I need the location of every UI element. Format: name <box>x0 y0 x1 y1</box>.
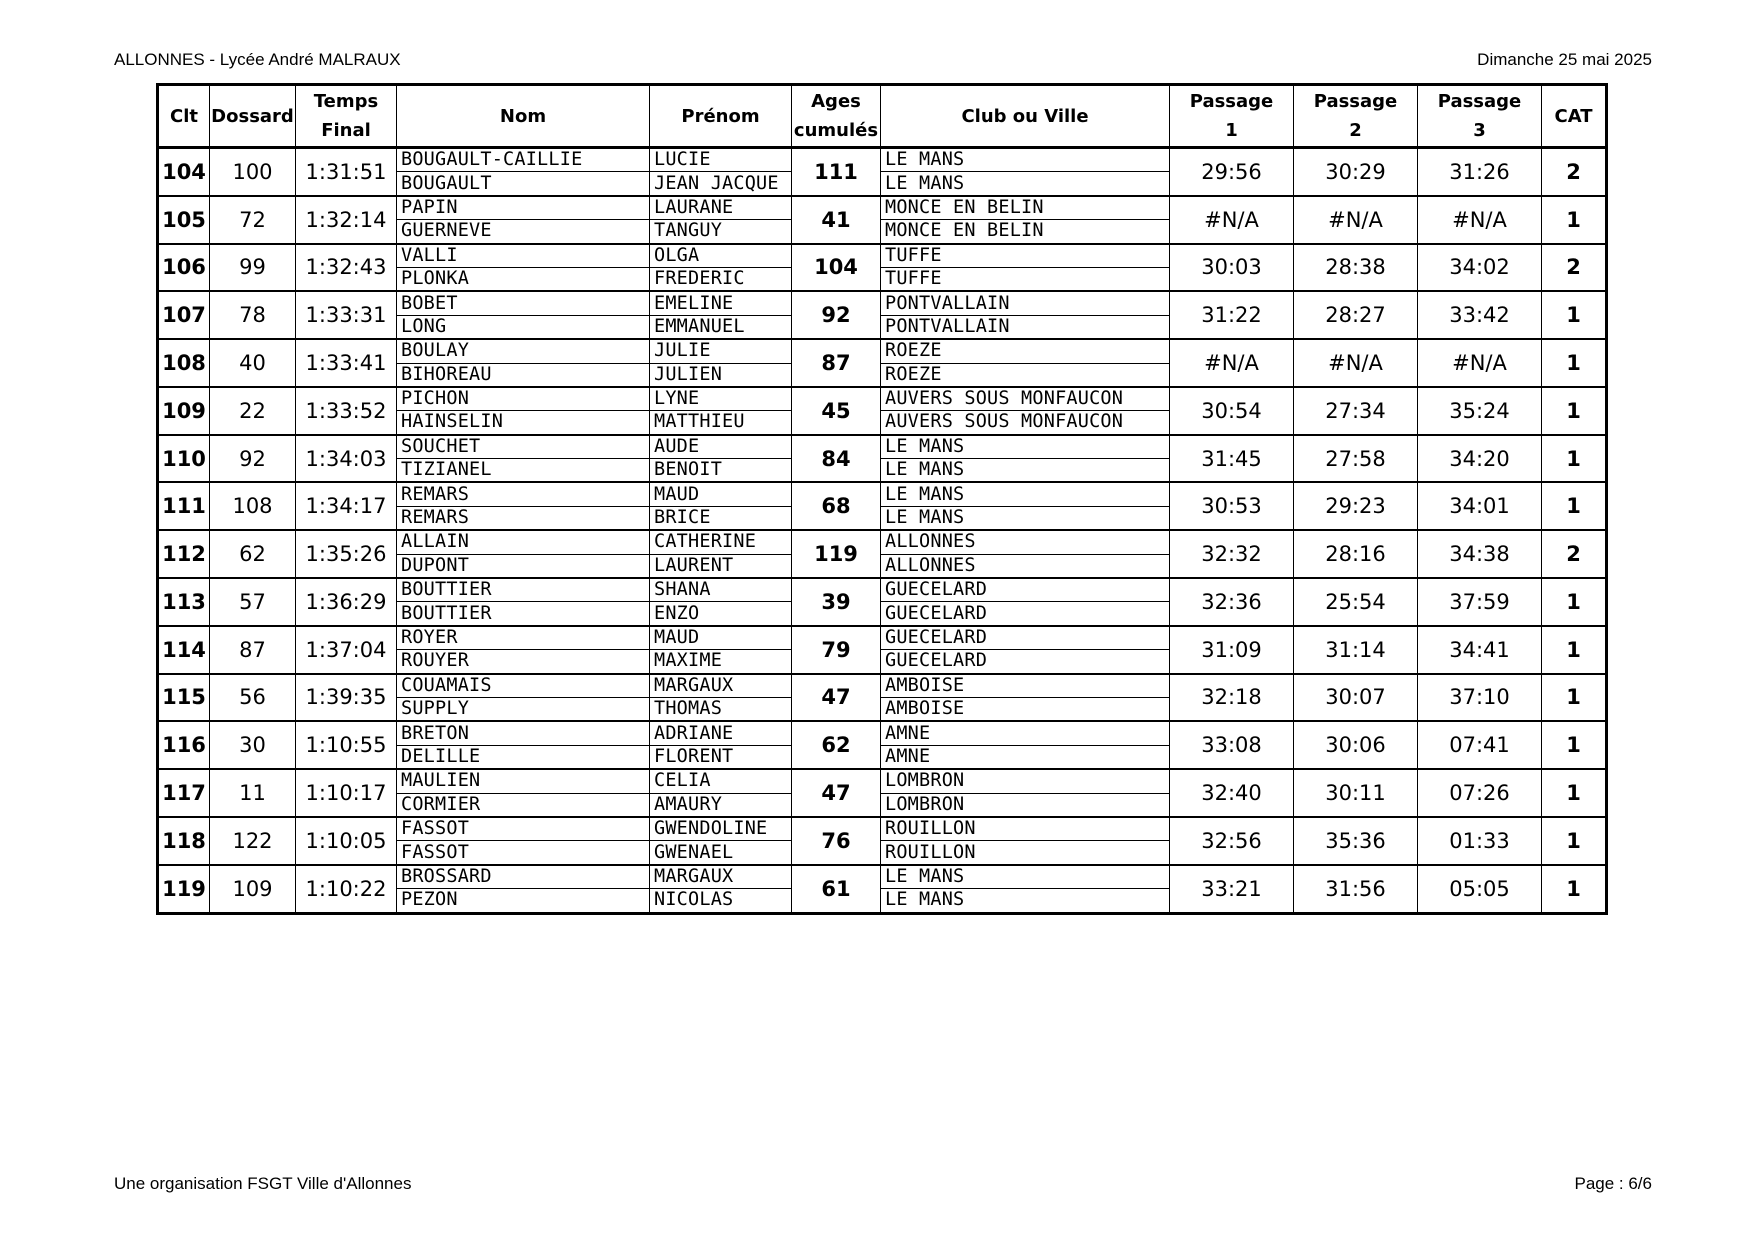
cell-clt: 114 <box>158 626 210 674</box>
cell-passage-3: 31:26 <box>1418 148 1542 196</box>
table-row <box>158 578 1607 602</box>
cell-prenom: LYNE <box>650 387 792 411</box>
cell-nom: REMARS <box>397 482 650 506</box>
cell-ages: 47 <box>792 769 881 817</box>
cell-ages: 87 <box>792 339 881 387</box>
footer-page-number: Page : 6/6 <box>1574 1174 1652 1193</box>
cell-prenom: TANGUY <box>650 220 792 244</box>
cell-nom: VALLI <box>397 244 650 268</box>
cell-passage-3: 01:33 <box>1418 817 1542 865</box>
cell-prenom: LUCIE <box>650 148 792 172</box>
cell-passage-1: 31:22 <box>1170 291 1294 339</box>
cell-prenom: NICOLAS <box>650 889 792 913</box>
cell-club: AMNE <box>881 745 1170 769</box>
cell-ages: 79 <box>792 626 881 674</box>
cell-prenom: JULIEN <box>650 363 792 387</box>
col-header-passage-3: Passage 3 <box>1418 85 1542 148</box>
cell-temps: 1:37:04 <box>296 626 397 674</box>
cell-temps: 1:32:43 <box>296 244 397 292</box>
table-row <box>158 626 1607 650</box>
cell-temps: 1:33:52 <box>296 387 397 435</box>
cell-cat: 1 <box>1542 339 1607 387</box>
cell-club: AUVERS SOUS MONFAUCON <box>881 411 1170 435</box>
col-header-passage-1: Passage 1 <box>1170 85 1294 148</box>
cell-dossard: 100 <box>210 148 296 196</box>
cell-ages: 45 <box>792 387 881 435</box>
cell-temps: 1:33:41 <box>296 339 397 387</box>
cell-temps: 1:35:26 <box>296 530 397 578</box>
cell-temps: 1:33:31 <box>296 291 397 339</box>
cell-prenom: FLORENT <box>650 745 792 769</box>
cell-club: GUECELARD <box>881 602 1170 626</box>
cell-prenom: MAUD <box>650 626 792 650</box>
cell-cat: 1 <box>1542 387 1607 435</box>
cell-ages: 47 <box>792 674 881 722</box>
cell-club: ROEZE <box>881 339 1170 363</box>
header-venue: ALLONNES - Lycée André MALRAUX <box>114 50 401 69</box>
cell-passage-3: 34:41 <box>1418 626 1542 674</box>
cell-club: ROEZE <box>881 363 1170 387</box>
cell-cat: 2 <box>1542 530 1607 578</box>
table-row <box>158 387 1607 411</box>
cell-club: GUECELARD <box>881 650 1170 674</box>
col-header-passage-2: Passage 2 <box>1294 85 1418 148</box>
cell-dossard: 99 <box>210 244 296 292</box>
cell-clt: 108 <box>158 339 210 387</box>
col-header-nom: Nom <box>397 85 650 148</box>
cell-passage-3: 37:59 <box>1418 578 1542 626</box>
cell-nom: ALLAIN <box>397 530 650 554</box>
cell-cat: 1 <box>1542 196 1607 244</box>
cell-passage-2: 25:54 <box>1294 578 1418 626</box>
cell-passage-2: 30:11 <box>1294 769 1418 817</box>
cell-club: TUFFE <box>881 267 1170 291</box>
cell-passage-1: 32:18 <box>1170 674 1294 722</box>
cell-clt: 109 <box>158 387 210 435</box>
cell-passage-1: 30:53 <box>1170 482 1294 530</box>
cell-temps: 1:39:35 <box>296 674 397 722</box>
cell-prenom: GWENDOLINE <box>650 817 792 841</box>
cell-passage-2: 31:56 <box>1294 865 1418 913</box>
cell-ages: 68 <box>792 482 881 530</box>
cell-nom: LONG <box>397 315 650 339</box>
cell-nom: SOUCHET <box>397 435 650 459</box>
table-row <box>158 435 1607 459</box>
cell-passage-3: 07:26 <box>1418 769 1542 817</box>
cell-nom: DUPONT <box>397 554 650 578</box>
table-row <box>158 148 1607 172</box>
col-header-ages: Ages cumulés <box>792 85 881 148</box>
col-header-dossard: Dossard <box>210 85 296 148</box>
cell-cat: 1 <box>1542 769 1607 817</box>
cell-nom: FASSOT <box>397 841 650 865</box>
cell-passage-2: 28:38 <box>1294 244 1418 292</box>
cell-nom: BOUTTIER <box>397 578 650 602</box>
cell-ages: 61 <box>792 865 881 913</box>
cell-passage-1: 31:09 <box>1170 626 1294 674</box>
cell-passage-3: 34:38 <box>1418 530 1542 578</box>
cell-clt: 106 <box>158 244 210 292</box>
cell-nom: HAINSELIN <box>397 411 650 435</box>
cell-dossard: 109 <box>210 865 296 913</box>
cell-temps: 1:10:22 <box>296 865 397 913</box>
cell-prenom: MAUD <box>650 482 792 506</box>
table-row <box>158 196 1607 220</box>
cell-club: LE MANS <box>881 172 1170 196</box>
cell-nom: PLONKA <box>397 267 650 291</box>
table-row <box>158 339 1607 363</box>
cell-club: LE MANS <box>881 148 1170 172</box>
cell-passage-3: 34:20 <box>1418 435 1542 483</box>
table-row <box>158 244 1607 268</box>
cell-cat: 1 <box>1542 578 1607 626</box>
cell-nom: MAULIEN <box>397 769 650 793</box>
cell-dossard: 30 <box>210 721 296 769</box>
table-row <box>158 865 1607 889</box>
cell-ages: 104 <box>792 244 881 292</box>
col-header-cat: CAT <box>1542 85 1607 148</box>
cell-temps: 1:10:05 <box>296 817 397 865</box>
cell-prenom: CATHERINE <box>650 530 792 554</box>
cell-club: ROUILLON <box>881 841 1170 865</box>
cell-prenom: LAURANE <box>650 196 792 220</box>
cell-prenom: CELIA <box>650 769 792 793</box>
cell-club: LE MANS <box>881 506 1170 530</box>
cell-clt: 118 <box>158 817 210 865</box>
cell-club: GUECELARD <box>881 578 1170 602</box>
table-row <box>158 769 1607 793</box>
cell-club: GUECELARD <box>881 626 1170 650</box>
col-header-temps: Temps Final <box>296 85 397 148</box>
cell-dossard: 87 <box>210 626 296 674</box>
cell-prenom: FREDERIC <box>650 267 792 291</box>
cell-cat: 1 <box>1542 674 1607 722</box>
cell-temps: 1:36:29 <box>296 578 397 626</box>
table-row <box>158 291 1607 315</box>
results-body <box>158 148 1607 914</box>
cell-dossard: 22 <box>210 387 296 435</box>
cell-ages: 62 <box>792 721 881 769</box>
cell-clt: 115 <box>158 674 210 722</box>
cell-temps: 1:10:55 <box>296 721 397 769</box>
cell-nom: PICHON <box>397 387 650 411</box>
cell-dossard: 72 <box>210 196 296 244</box>
cell-clt: 107 <box>158 291 210 339</box>
cell-clt: 111 <box>158 482 210 530</box>
cell-prenom: ADRIANE <box>650 721 792 745</box>
cell-prenom: EMMANUEL <box>650 315 792 339</box>
cell-clt: 119 <box>158 865 210 913</box>
cell-nom: FASSOT <box>397 817 650 841</box>
cell-passage-2: 30:29 <box>1294 148 1418 196</box>
cell-passage-2: 35:36 <box>1294 817 1418 865</box>
cell-nom: BIHOREAU <box>397 363 650 387</box>
cell-cat: 1 <box>1542 817 1607 865</box>
cell-passage-1: 32:32 <box>1170 530 1294 578</box>
cell-dossard: 108 <box>210 482 296 530</box>
cell-passage-3: #N/A <box>1418 196 1542 244</box>
cell-passage-1: 32:56 <box>1170 817 1294 865</box>
cell-dossard: 62 <box>210 530 296 578</box>
cell-nom: CORMIER <box>397 793 650 817</box>
cell-temps: 1:10:17 <box>296 769 397 817</box>
table-row <box>158 674 1607 698</box>
cell-club: LE MANS <box>881 482 1170 506</box>
cell-passage-3: 33:42 <box>1418 291 1542 339</box>
cell-club: TUFFE <box>881 244 1170 268</box>
cell-prenom: MATTHIEU <box>650 411 792 435</box>
cell-prenom: ENZO <box>650 602 792 626</box>
cell-club: ROUILLON <box>881 817 1170 841</box>
cell-prenom: JEAN JACQUE <box>650 172 792 196</box>
cell-prenom: MARGAUX <box>650 865 792 889</box>
cell-prenom: THOMAS <box>650 697 792 721</box>
cell-passage-1: 31:45 <box>1170 435 1294 483</box>
cell-passage-2: 27:34 <box>1294 387 1418 435</box>
cell-nom: GUERNEVE <box>397 220 650 244</box>
cell-passage-3: 34:02 <box>1418 244 1542 292</box>
cell-cat: 1 <box>1542 721 1607 769</box>
cell-dossard: 78 <box>210 291 296 339</box>
cell-passage-3: 34:01 <box>1418 482 1542 530</box>
cell-passage-2: 30:06 <box>1294 721 1418 769</box>
cell-passage-3: 37:10 <box>1418 674 1542 722</box>
cell-passage-2: #N/A <box>1294 339 1418 387</box>
cell-nom: BROSSARD <box>397 865 650 889</box>
cell-clt: 112 <box>158 530 210 578</box>
cell-prenom: GWENAEL <box>650 841 792 865</box>
cell-nom: BOUGAULT <box>397 172 650 196</box>
cell-cat: 2 <box>1542 244 1607 292</box>
cell-passage-3: 07:41 <box>1418 721 1542 769</box>
cell-prenom: JULIE <box>650 339 792 363</box>
cell-ages: 119 <box>792 530 881 578</box>
cell-cat: 1 <box>1542 291 1607 339</box>
cell-prenom: SHANA <box>650 578 792 602</box>
cell-passage-2: 29:23 <box>1294 482 1418 530</box>
cell-ages: 84 <box>792 435 881 483</box>
cell-club: PONTVALLAIN <box>881 291 1170 315</box>
table-header-row <box>158 85 1607 148</box>
cell-nom: BOBET <box>397 291 650 315</box>
cell-club: LE MANS <box>881 435 1170 459</box>
cell-cat: 1 <box>1542 435 1607 483</box>
cell-passage-3: 35:24 <box>1418 387 1542 435</box>
cell-prenom: MAXIME <box>650 650 792 674</box>
cell-clt: 117 <box>158 769 210 817</box>
col-header-clt: Clt <box>158 85 210 148</box>
cell-club: LE MANS <box>881 459 1170 483</box>
cell-temps: 1:34:17 <box>296 482 397 530</box>
cell-club: LOMBRON <box>881 769 1170 793</box>
cell-nom: DELILLE <box>397 745 650 769</box>
cell-passage-2: 30:07 <box>1294 674 1418 722</box>
cell-clt: 110 <box>158 435 210 483</box>
cell-passage-1: 29:56 <box>1170 148 1294 196</box>
col-header-prenom: Prénom <box>650 85 792 148</box>
cell-passage-1: #N/A <box>1170 339 1294 387</box>
footer-organizer: Une organisation FSGT Ville d'Allonnes <box>114 1174 412 1193</box>
cell-clt: 105 <box>158 196 210 244</box>
cell-passage-1: 33:08 <box>1170 721 1294 769</box>
cell-passage-1: 33:21 <box>1170 865 1294 913</box>
cell-passage-2: #N/A <box>1294 196 1418 244</box>
cell-dossard: 56 <box>210 674 296 722</box>
cell-ages: 76 <box>792 817 881 865</box>
cell-nom: PAPIN <box>397 196 650 220</box>
cell-club: LE MANS <box>881 889 1170 913</box>
cell-club: AMNE <box>881 721 1170 745</box>
cell-nom: ROYER <box>397 626 650 650</box>
cell-dossard: 11 <box>210 769 296 817</box>
cell-clt: 113 <box>158 578 210 626</box>
cell-club: AUVERS SOUS MONFAUCON <box>881 387 1170 411</box>
cell-nom: SUPPLY <box>397 697 650 721</box>
cell-temps: 1:31:51 <box>296 148 397 196</box>
cell-ages: 111 <box>792 148 881 196</box>
cell-club: MONCE EN BELIN <box>881 196 1170 220</box>
cell-club: ALLONNES <box>881 530 1170 554</box>
cell-prenom: AUDE <box>650 435 792 459</box>
cell-prenom: MARGAUX <box>650 674 792 698</box>
cell-nom: PEZON <box>397 889 650 913</box>
cell-nom: ROUYER <box>397 650 650 674</box>
table-row <box>158 482 1607 506</box>
cell-clt: 104 <box>158 148 210 196</box>
cell-prenom: BENOIT <box>650 459 792 483</box>
cell-passage-1: 30:54 <box>1170 387 1294 435</box>
cell-nom: BOUTTIER <box>397 602 650 626</box>
cell-passage-2: 28:16 <box>1294 530 1418 578</box>
cell-prenom: AMAURY <box>650 793 792 817</box>
cell-passage-1: #N/A <box>1170 196 1294 244</box>
cell-prenom: OLGA <box>650 244 792 268</box>
header-date: Dimanche 25 mai 2025 <box>1477 50 1652 69</box>
cell-passage-2: 27:58 <box>1294 435 1418 483</box>
cell-clt: 116 <box>158 721 210 769</box>
cell-prenom: BRICE <box>650 506 792 530</box>
cell-passage-2: 31:14 <box>1294 626 1418 674</box>
cell-cat: 1 <box>1542 865 1607 913</box>
cell-club: PONTVALLAIN <box>881 315 1170 339</box>
cell-club: ALLONNES <box>881 554 1170 578</box>
cell-temps: 1:32:14 <box>296 196 397 244</box>
cell-passage-3: 05:05 <box>1418 865 1542 913</box>
cell-nom: BOULAY <box>397 339 650 363</box>
cell-cat: 1 <box>1542 626 1607 674</box>
table-row <box>158 721 1607 745</box>
cell-club: LOMBRON <box>881 793 1170 817</box>
cell-passage-2: 28:27 <box>1294 291 1418 339</box>
cell-nom: REMARS <box>397 506 650 530</box>
cell-nom: BOUGAULT-CAILLIE <box>397 148 650 172</box>
cell-prenom: EMELINE <box>650 291 792 315</box>
cell-cat: 1 <box>1542 482 1607 530</box>
cell-passage-1: 32:40 <box>1170 769 1294 817</box>
cell-ages: 39 <box>792 578 881 626</box>
cell-dossard: 122 <box>210 817 296 865</box>
cell-club: AMBOISE <box>881 697 1170 721</box>
results-table <box>156 83 1608 915</box>
table-row <box>158 817 1607 841</box>
table-row <box>158 530 1607 554</box>
cell-club: MONCE EN BELIN <box>881 220 1170 244</box>
cell-nom: TIZIANEL <box>397 459 650 483</box>
cell-passage-1: 32:36 <box>1170 578 1294 626</box>
cell-ages: 41 <box>792 196 881 244</box>
cell-dossard: 40 <box>210 339 296 387</box>
cell-club: LE MANS <box>881 865 1170 889</box>
cell-passage-3: #N/A <box>1418 339 1542 387</box>
cell-dossard: 92 <box>210 435 296 483</box>
cell-temps: 1:34:03 <box>296 435 397 483</box>
cell-dossard: 57 <box>210 578 296 626</box>
col-header-club: Club ou Ville <box>881 85 1170 148</box>
cell-passage-1: 30:03 <box>1170 244 1294 292</box>
cell-club: AMBOISE <box>881 674 1170 698</box>
cell-ages: 92 <box>792 291 881 339</box>
cell-prenom: LAURENT <box>650 554 792 578</box>
cell-nom: BRETON <box>397 721 650 745</box>
cell-nom: COUAMAIS <box>397 674 650 698</box>
cell-cat: 2 <box>1542 148 1607 196</box>
